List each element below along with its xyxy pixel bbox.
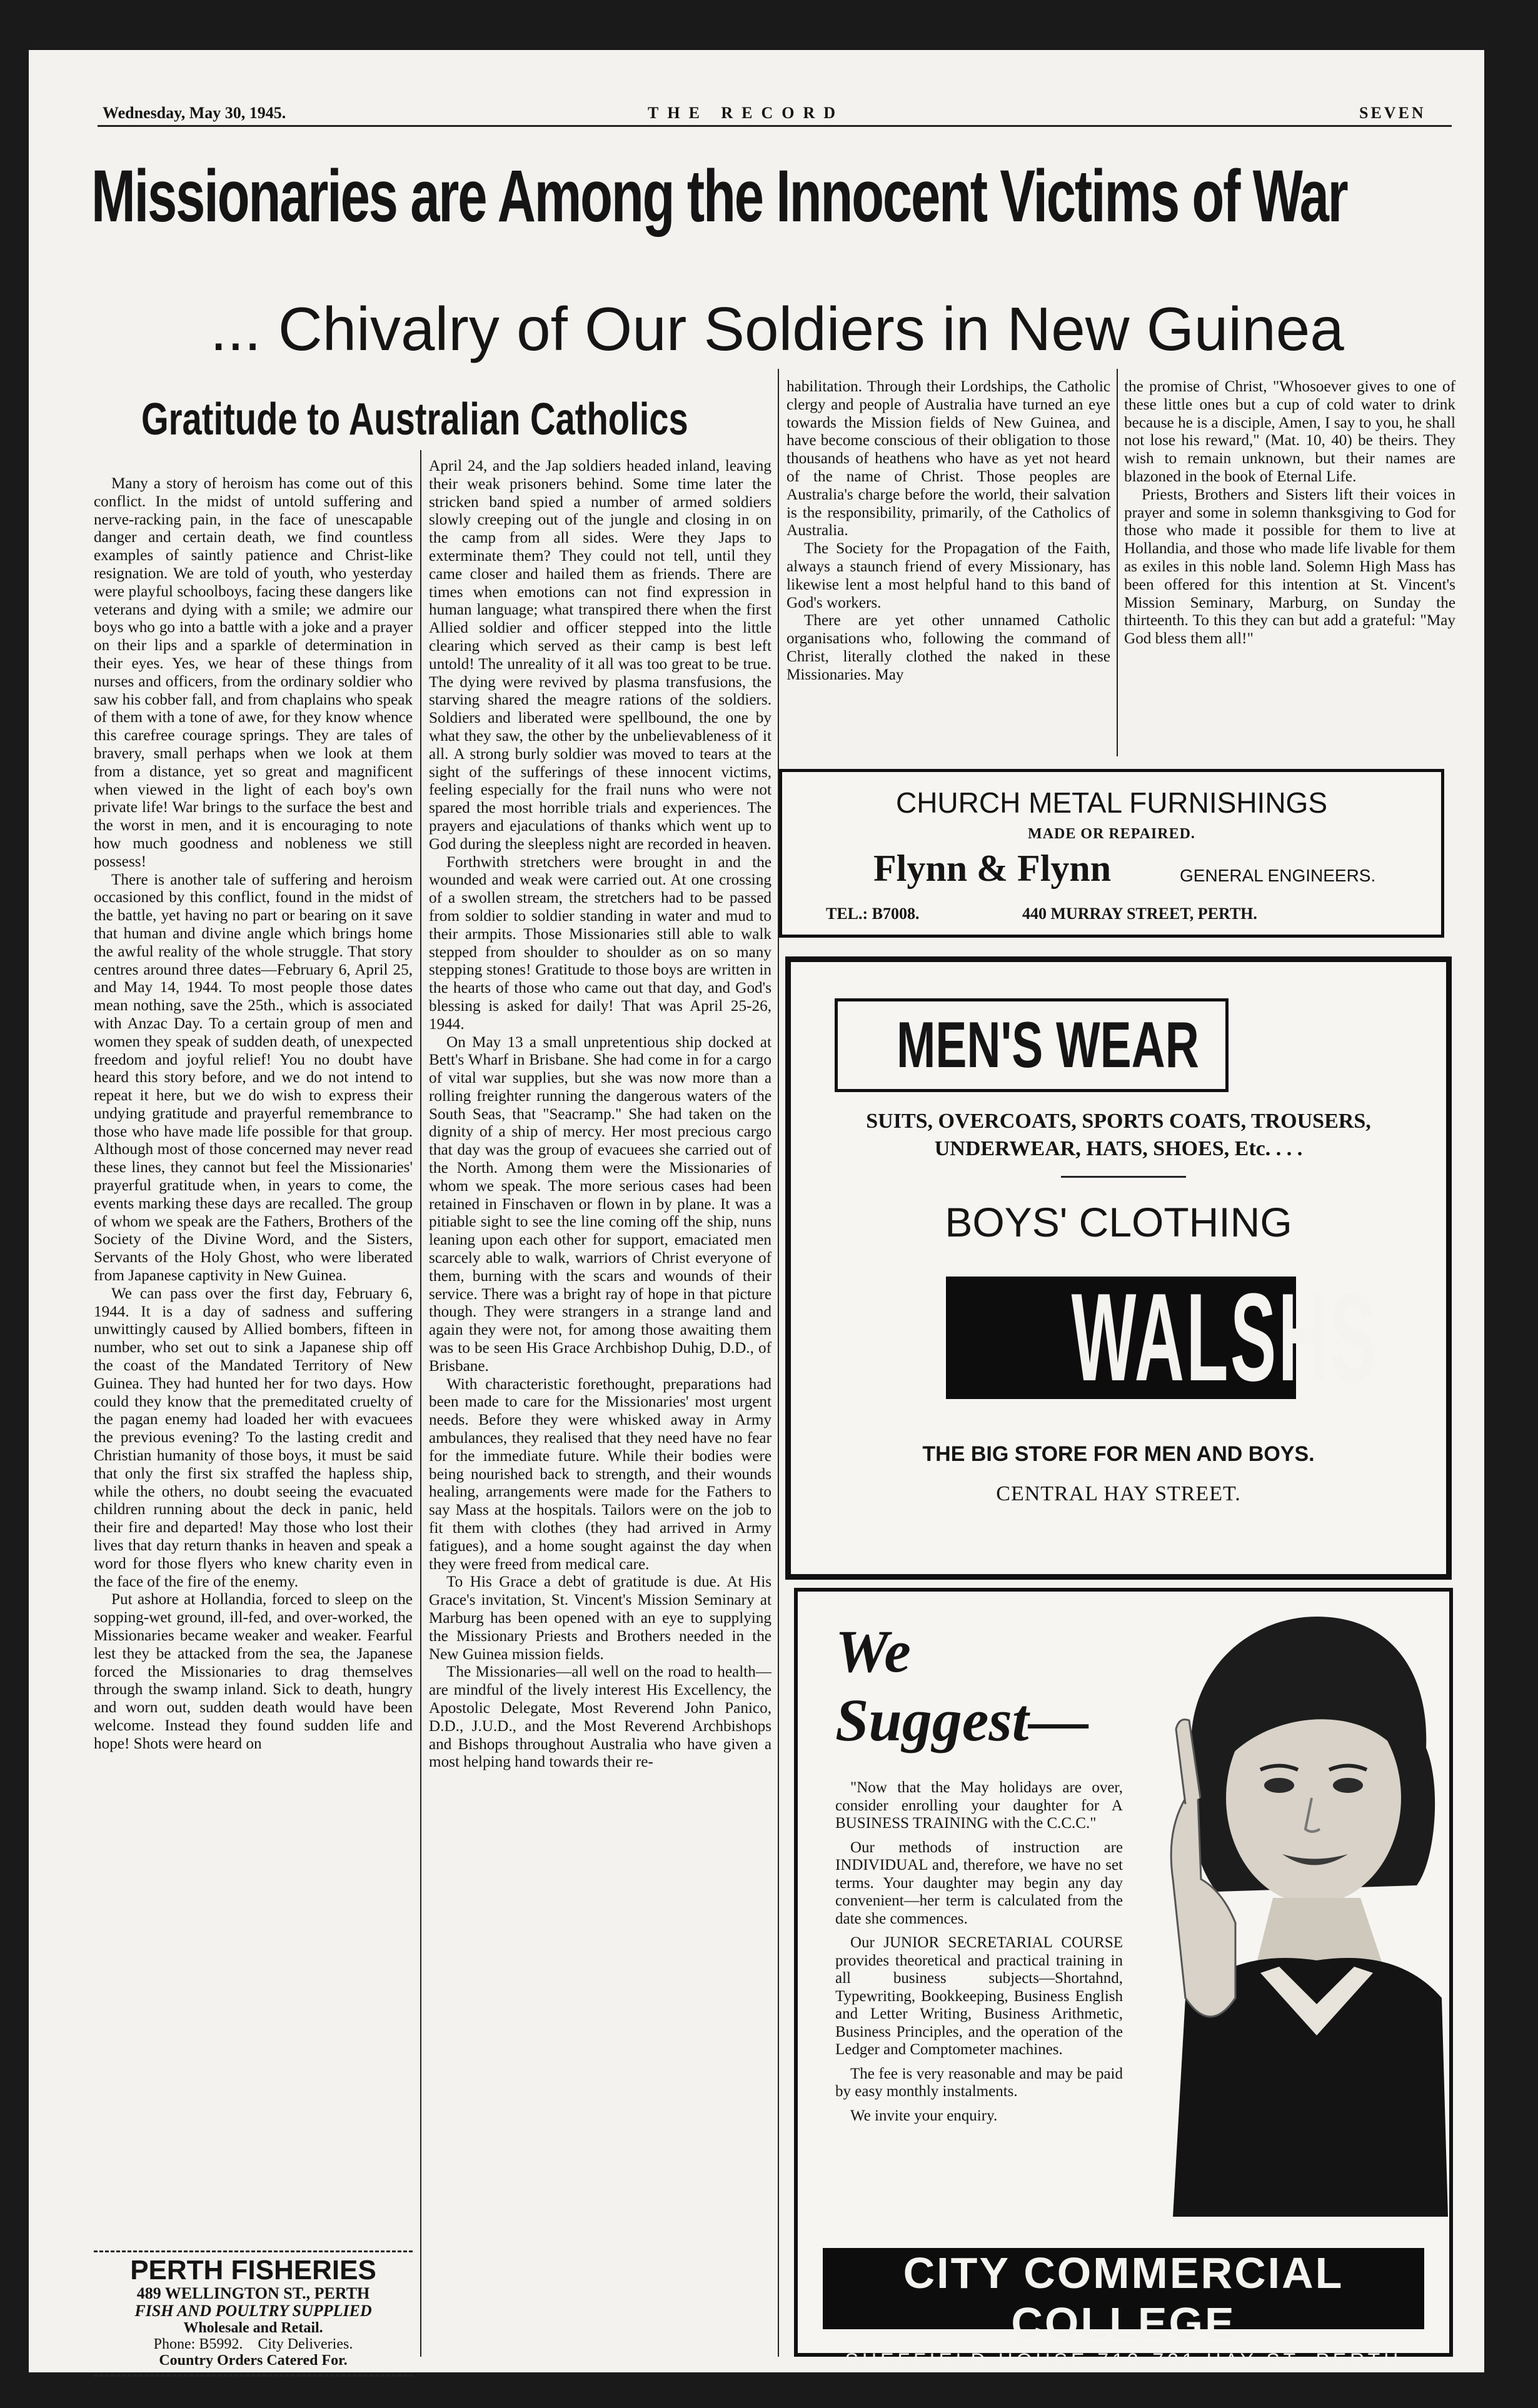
walshs-ad [785, 956, 1452, 1580]
college-paragraph: The fee is very reasonable and may be paid by easy monthly instalments. [835, 2065, 1123, 2100]
fisheries-name: PERTH FISHERIES [130, 2255, 376, 2285]
newspaper-page [29, 50, 1484, 2372]
walshs-divider [1061, 1176, 1186, 1178]
page-number: SEVEN [1359, 104, 1426, 122]
college-name-banner [823, 2248, 1424, 2372]
subheadline: ... Chivalry of Our Soldiers in New Guinea [210, 294, 1344, 363]
college-ad [794, 1588, 1453, 2372]
walshs-tagline: THE BIG STORE FOR MEN AND BOYS. [922, 1442, 1315, 1466]
walshs-logo [946, 1268, 1378, 1407]
column-rule [420, 450, 421, 2357]
paragraph: habilitation. Through their Lordships, the Catholic clergy and people of Australia have turned an eye towards the Mission fields of New Guinea, and have become conscious of their obligation to those thousands of heathens who have as yet not heard of the name of Christ. Those peoples are Australia's charge before the world, their salvation is the responsibility, primarily, of the Catholics of Australia. [787, 378, 1110, 539]
church-metal-ad [779, 769, 1444, 938]
paragraph: There is another tale of suffering and heroism occasioned by this conflict, found in the midst of the battle, yet having no part or bearing on it save that human and divine angle which brings home the awful reality of the whole struggle. That story centres around three dates—February 6, April 25, and May 14, 1944. To most people those dates mean nothing, save the 25th., which is associated with Anzac Day. To a certain group of men and women they speak of sudden death, of unexpected freedom and joyful relief! You no doubt have heard this story before, and we do not intend to repeat it here, but we do wish to express their undying gratitude and prayerful remembrance to those who have made life possible for that group. Although most of those concerned may never read these lines, they cannot but feel the Missionaries' prayerful gratitude when, in years to come, the events marking these days are recalled. The group of whom we speak are the Fathers, Brothers of the Society of the Divine Word, and the Sisters, Servants of the Holy Ghost, who were liberated from Japanese captivity in New Guinea. [94, 871, 413, 1285]
column-rule [1117, 369, 1118, 756]
college-paragraph: Our methods of instruction are INDIVIDUAL and, therefore, we have no set terms. Your daughter may begin any day convenient—her term is calculated from the date she commences. [835, 1839, 1123, 1927]
paragraph: With characteristic forethought, preparations had been made to care for the Missionaries' most urgent needs. Before they were whisked away in Army ambulances, they realised that they need have no fear for the immediate future. While their bodies were being nourished back to strength, and their wounds healing, arrangements were made for the Fathers to say Mass at the hospitals. Tailors were on the job to fit them with clothes (they had arrived in Army fatigues), and a home sought against the day when they were freed from medical care. [429, 1375, 772, 1573]
college-name: CITY COMMERCIAL COLLEGE [903, 2249, 1344, 2347]
paragraph: We can pass over the first day, February 6, 1944. It is a day of sadness and suffering unwittingly caused by Allied bombers, fifteen in number, who set out to sink a Japanese ship off the coast of the Mandated Territory of New Guinea. They had hunted her for two days. How could they know that the premeditated cruelty of the pagan enemy had loaded her with evacuees the previous evening? To the lasting credit and Christian humanity of those boys, it must be said that only the first six straffed the hapless ship, while the others, no doubt seeing the evacuated children running about the deck in panic, held their fire and departed! May those who lost their lives that day return thanks in heaven and speak a word for those flyers who knew charity even in the face of the fire of the enemy. [94, 1285, 413, 1590]
paragraph: On May 13 a small unpretentious ship docked at Bett's Wharf in Brisbane. She had come in for a cargo of vital war supplies, but she was now more than a rolling freighter running the dangerous waters of the South Seas, that "Seacramp." She had taken on the dignity of a ship of mercy. Her most precious cargo that day was the group of evacuees she carried out of the North. Among them were the Missionaries of whom we speak. The more serious cases had been retained in Finschaven or flown in by plane. It was a pitiable sight to see the line coming off the ship, nuns leaning upon each other for support, emaciated men scarcely able to walk, warriors of Christ everyone of them, burning with the scars and wounds of their service. There was a bright ray of hope in that picture though. They were strangers in a strange land and again they were not, for among those awaiting them was to be seen His Grace Archbishop Duhig, D.D., of Brisbane. [429, 1033, 772, 1375]
college-suggest: Suggest— [835, 1687, 1089, 1753]
paragraph: The Society for the Propagation of the Faith, always a staunch friend of every Missionary, has likewise lent a most helpful hand to this band of God's workers. [787, 540, 1110, 611]
perth-fisheries-ad [94, 2250, 413, 2377]
fisheries-wholesale: Wholesale and Retail. [183, 2320, 323, 2336]
issue-date: Wednesday, May 30, 1945. [103, 104, 286, 122]
article-column-4 [1124, 378, 1455, 761]
church-ad-title: CHURCH METAL FURNISHINGS [895, 786, 1328, 819]
paragraph: Forthwith stretchers were brought in and the wounded and weak were carried out. At one crossing of a swollen stream, the stretchers had to be passed from soldier to soldier standing in water and mud to their armpits. Those Missionaries still able to walk stepped from shoulder to shoulder as on so many stepping stones! Gratitude to those boys are written in the hearts of those who came out that day, and God's blessing is asked for daily! That was April 25-26, 1944. [429, 853, 772, 1033]
college-paragraph: We invite your enquiry. [850, 2107, 998, 2124]
masthead-rule [98, 125, 1452, 127]
article-column-3 [787, 378, 1110, 761]
walshs-address: CENTRAL HAY STREET. [996, 1482, 1241, 1505]
walshs-brand: WALSHS [1071, 1268, 1378, 1407]
paragraph: the promise of Christ, "Whosoever gives to one of these little ones but a cup of cold water to drink because he is a disciple, Amen, I say to you, he shall not lose his reward," (Mat. 10, 40) be theirs. They wish to remain unknown, but their names are blazoned in the book of Eternal Life. [1124, 378, 1455, 485]
paragraph: The Missionaries—all well on the road to health—are mindful of the lively interest His Excellency, the Apostolic Delegate, Most Reverend John Panico, D.D., J.U.D., and the Most Reverend Archbishops and Bishops throughout Australia who have given a most helping hand towards their re- [429, 1663, 772, 1771]
fisheries-deliveries: City Deliveries. [258, 2336, 353, 2352]
paragraph: To His Grace a debt of gratitude is due. At His Grace's invitation, St. Vincent's Mission Seminary at Marburg has been opened with an eye to supplying the Missionary Priests and Brothers needed in the New Guinea mission fields. [429, 1573, 772, 1663]
mens-wear-title: MEN'S WEAR [897, 1009, 1199, 1081]
paper-name: THE RECORD [648, 104, 845, 122]
article-column-1 [94, 475, 413, 2244]
fisheries-address: 489 WELLINGTON ST., PERTH [136, 2284, 370, 2302]
college-address: SHEFFIELD HOUSE 713-721 HAY ST. PERTH [845, 2349, 1402, 2372]
church-ad-sub: MADE OR REPAIRED. [1028, 826, 1195, 842]
article-column-2 [429, 458, 772, 2364]
college-we: We [835, 1618, 911, 1685]
paragraph: Put ashore at Hollandia, forced to sleep on the sopping-wet ground, ill-fed, and over-worked, the Missionaries became weaker and weaker. Fearful lest they be attacked from the sea, the Japanese forced the Missionaries to drag themselves through the swamp inland. Sick to death, hungry and worn out, sudden death would have been welcome. Instead they found sudden life and hope! Shots were heard on [94, 1591, 413, 1752]
church-ad-engineers: GENERAL ENGINEERS. [1180, 866, 1376, 885]
walshs-line-1: SUITS, OVERCOATS, SPORTS COATS, TROUSERS, [866, 1110, 1371, 1133]
church-ad-firm: Flynn & Flynn [873, 848, 1112, 889]
woman-portrait-illustration [1148, 1598, 1448, 2217]
mens-wear-frame [835, 998, 1229, 1092]
boys-clothing: BOYS' CLOTHING [945, 1199, 1292, 1245]
fisheries-country: Country Orders Catered For. [159, 2352, 348, 2369]
walshs-line-2: UNDERWEAR, HATS, SHOES, Etc. . . . [934, 1137, 1303, 1160]
section-title: Gratitude to Australian Catholics [141, 394, 688, 444]
college-paragraph: "Now that the May holidays are over, consider enrolling your daughter for A BUSINESS TRAINING with the C.C.C." [835, 1779, 1123, 1832]
paragraph: Priests, Brothers and Sisters lift their voices in prayer and some in solemn thanksgiving to God for those who made it possible for them to live at Hollandia, and those who made life livable for them as exiles in this noble land. Solemn High Mass has been offered for this intention at St. Vincent's Mission Seminary, Marburg, on Sunday the thirteenth. To this they can but add a grateful: "May God bless them all!" [1124, 486, 1455, 648]
main-headline: Missionaries are Among the Innocent Victims of War [91, 155, 1347, 238]
paragraph: April 24, and the Jap soldiers headed inland, leaving their weak prisoners behind. Some time later the stricken band spied a number of armed soldiers slowly creeping out of the jungle and closing in on the camp from all sides. Were they Japs to exterminate them? They could not tell, until they came closer and hailed them as friends. There are times when emotions can not find expression in human language; what transpired there when the first Allied soldier and officer stepped into the little clearing which served as their camp is best left untold! The unreality of it all was too great to be true. The dying were revived by plasma transfusions, the starving shared the meagre rations of the soldiers. Soldiers and liberated were spellbound, the one by what they saw, the other by the unbelievableness of it all. A strong burly soldier was moved to tears at the sight of the sufferings of these innocent victims, feeling especially for the frail nuns who were not spared the most horrible trials and experiences. The prayers and ejaculations of thanks which went up to God during the sleepless night are recorded in heaven. [429, 458, 772, 853]
church-ad-tel: TEL.: B7008. [826, 905, 920, 923]
college-paragraph: Our JUNIOR SECRETARIAL COURSE provides theoretical and practical training in all business subjects—Shortahnd, Typewriting, Bookkeeping, Business English and Letter Writing, Business Arithmetic, Business Principles, and the operation of the Ledger and Comptometer machines. [835, 1934, 1123, 2058]
college-copy [835, 1779, 1123, 2125]
fisheries-phone: Phone: B5992. [153, 2336, 243, 2352]
paragraph: Many a story of heroism has come out of this conflict. In the midst of untold suffering and nerve-racking pain, in the face of unescapable danger and certain death, we find countless examples of saintly patience and Christ-like resignation. We are told of youth, who yesterday were playful schoolboys, facing these dangers like veterans and dying with a smile; we admire our boys who go into a battle with a joke and a prayer on their lips and a sparkle of determination in their eyes. Yes, we hear of these things from nurses and officers, from the ordinary soldier who saw his cobber fall, and from chaplains who speak of them with a tone of awe, for they know whence this carefree courage springs. They are tales of bravery, small perhaps when we look at them from a distance, yet so great and magnificent when viewed in the light of each boy's own private life! War brings to the surface the best and the worst in men, and it is encouraging to note how much goodness and nobleness we still possess! [94, 475, 413, 870]
fisheries-line: FISH AND POULTRY SUPPLIED [134, 2302, 372, 2320]
church-ad-address: 440 MURRAY STREET, PERTH. [1022, 905, 1257, 923]
paragraph: There are yet other unnamed Catholic organisations who, following the command of Christ, literally clothed the naked in these Missionaries. May [787, 612, 1110, 683]
column-rule [778, 369, 779, 2357]
